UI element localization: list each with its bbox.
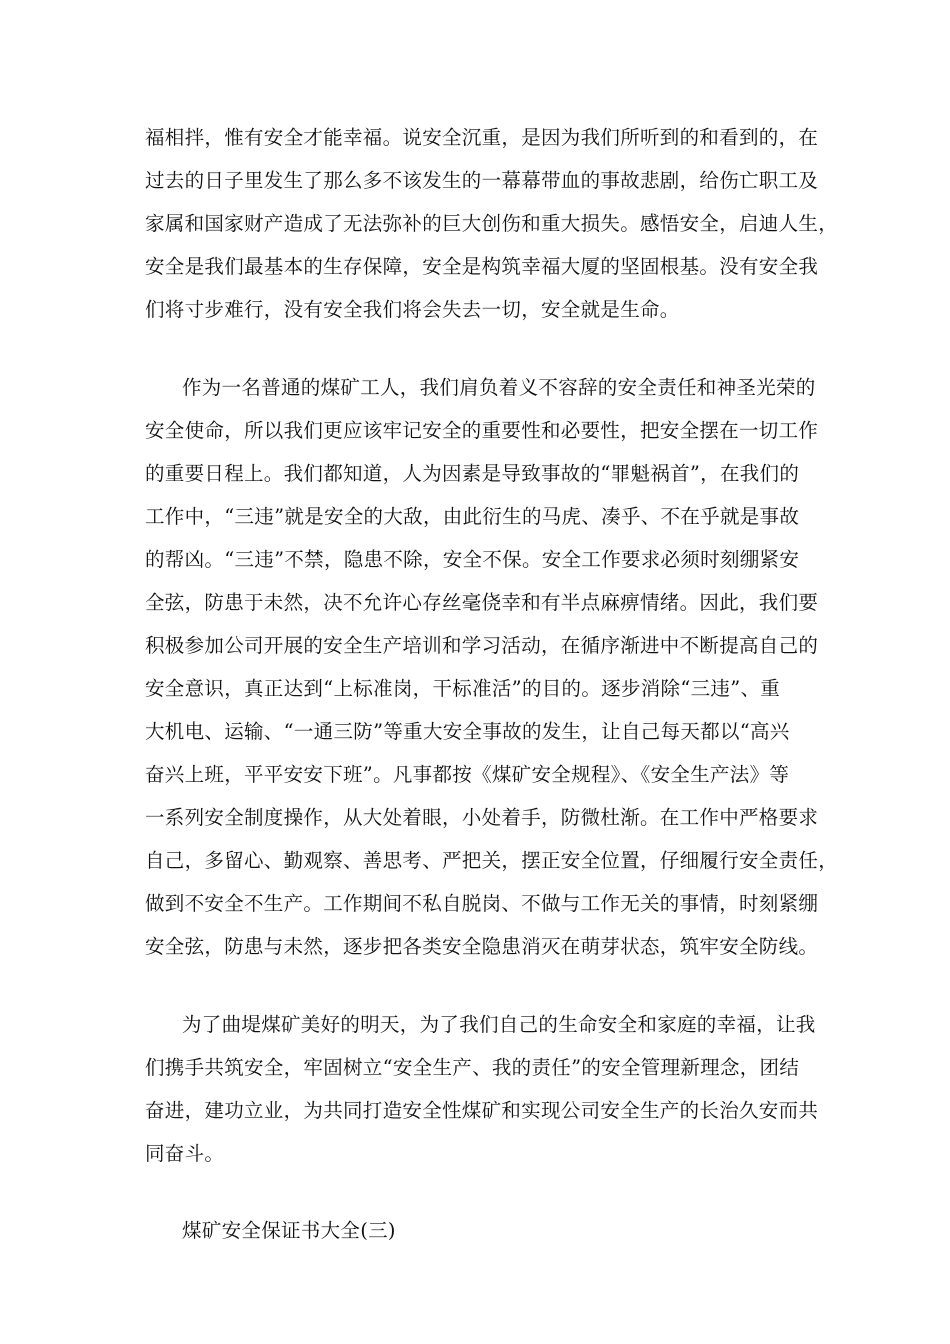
- paragraph-2-line-5: 的帮凶。“三违”不禁，隐患不除，安全不保。安全工作要求必须时刻绷紧安: [145, 548, 800, 571]
- paragraph-2-line-3: 的重要日程上。我们都知道，人为因素是导致事故的“罪魁祸首”，在我们的: [145, 462, 800, 485]
- paragraph-2-line-12: 自己，多留心、勤观察、善思考、严把关，摆正安全位置，仔细履行安全责任，: [145, 849, 839, 872]
- paragraph-3-line-2: 们携手共筑安全，牢固树立“安全生产、我的责任”的安全管理新理念，团结: [145, 1056, 800, 1079]
- paragraph-3-line-1: 为了曲堤煤矿美好的明天，为了我们自己的生命安全和家庭的幸福，让我: [182, 1013, 816, 1036]
- paragraph-1-line-3: 家属和国家财产造成了无法弥补的巨大创伤和重大损失。感悟安全，启迪人生，: [145, 212, 839, 235]
- section-heading: 煤矿安全保证书大全(三): [182, 1219, 396, 1242]
- paragraph-3-line-4: 同奋斗。: [145, 1142, 225, 1165]
- paragraph-2-line-7: 积极参加公司开展的安全生产培训和学习活动，在循序渐进中不断提高自己的: [145, 634, 819, 657]
- paragraph-2-line-1: 作为一名普通的煤矿工人，我们肩负着义不容辞的安全责任和神圣光荣的: [182, 376, 816, 399]
- paragraph-3-line-3: 奋进，建功立业，为共同打造安全性煤矿和实现公司安全生产的长治久安而共: [145, 1099, 819, 1122]
- paragraph-2-line-14: 安全弦，防患与未然，逐步把各类安全隐患消灭在萌芽状态，筑牢安全防线。: [145, 935, 819, 958]
- paragraph-1-line-4: 安全是我们最基本的生存保障，安全是构筑幸福大厦的坚固根基。没有安全我: [145, 255, 819, 278]
- paragraph-2-line-9: 大机电、运输、“一通三防”等重大安全事故的发生，让自己每天都以“高兴: [145, 720, 790, 743]
- paragraph-2-line-2: 安全使命，所以我们更应该牢记安全的重要性和必要性，把安全摆在一切工作: [145, 419, 819, 442]
- paragraph-2-line-10: 奋兴上班，平平安安下班”。凡事都按《煤矿安全规程》、《安全生产法》等: [145, 763, 790, 786]
- paragraph-2-line-13: 做到不安全不生产。工作期间不私自脱岗、不做与工作无关的事情，时刻紧绷: [145, 892, 819, 915]
- paragraph-2-line-6: 全弦，防患于未然，决不允许心存丝毫侥幸和有半点麻痹情绪。因此，我们要: [145, 591, 819, 614]
- paragraph-1-line-1: 福相拌，惟有安全才能幸福。说安全沉重，是因为我们所听到的和看到的，在: [145, 126, 819, 149]
- paragraph-2-line-8: 安全意识，真正达到“上标准岗，干标准活”的目的。逐步消除“三违”、重: [145, 677, 781, 700]
- paragraph-1-line-5: 们将寸步难行，没有安全我们将会失去一切，安全就是生命。: [145, 298, 680, 321]
- paragraph-2-line-11: 一系列安全制度操作，从大处着眼，小处着手，防微杜渐。在工作中严格要求: [145, 806, 819, 829]
- paragraph-1-line-2: 过去的日子里发生了那么多不该发生的一幕幕带血的事故悲剧，给伤亡职工及: [145, 169, 819, 192]
- paragraph-2-line-4: 工作中，“三违”就是安全的大敌，由此衍生的马虎、凑乎、不在乎就是事故: [145, 505, 800, 528]
